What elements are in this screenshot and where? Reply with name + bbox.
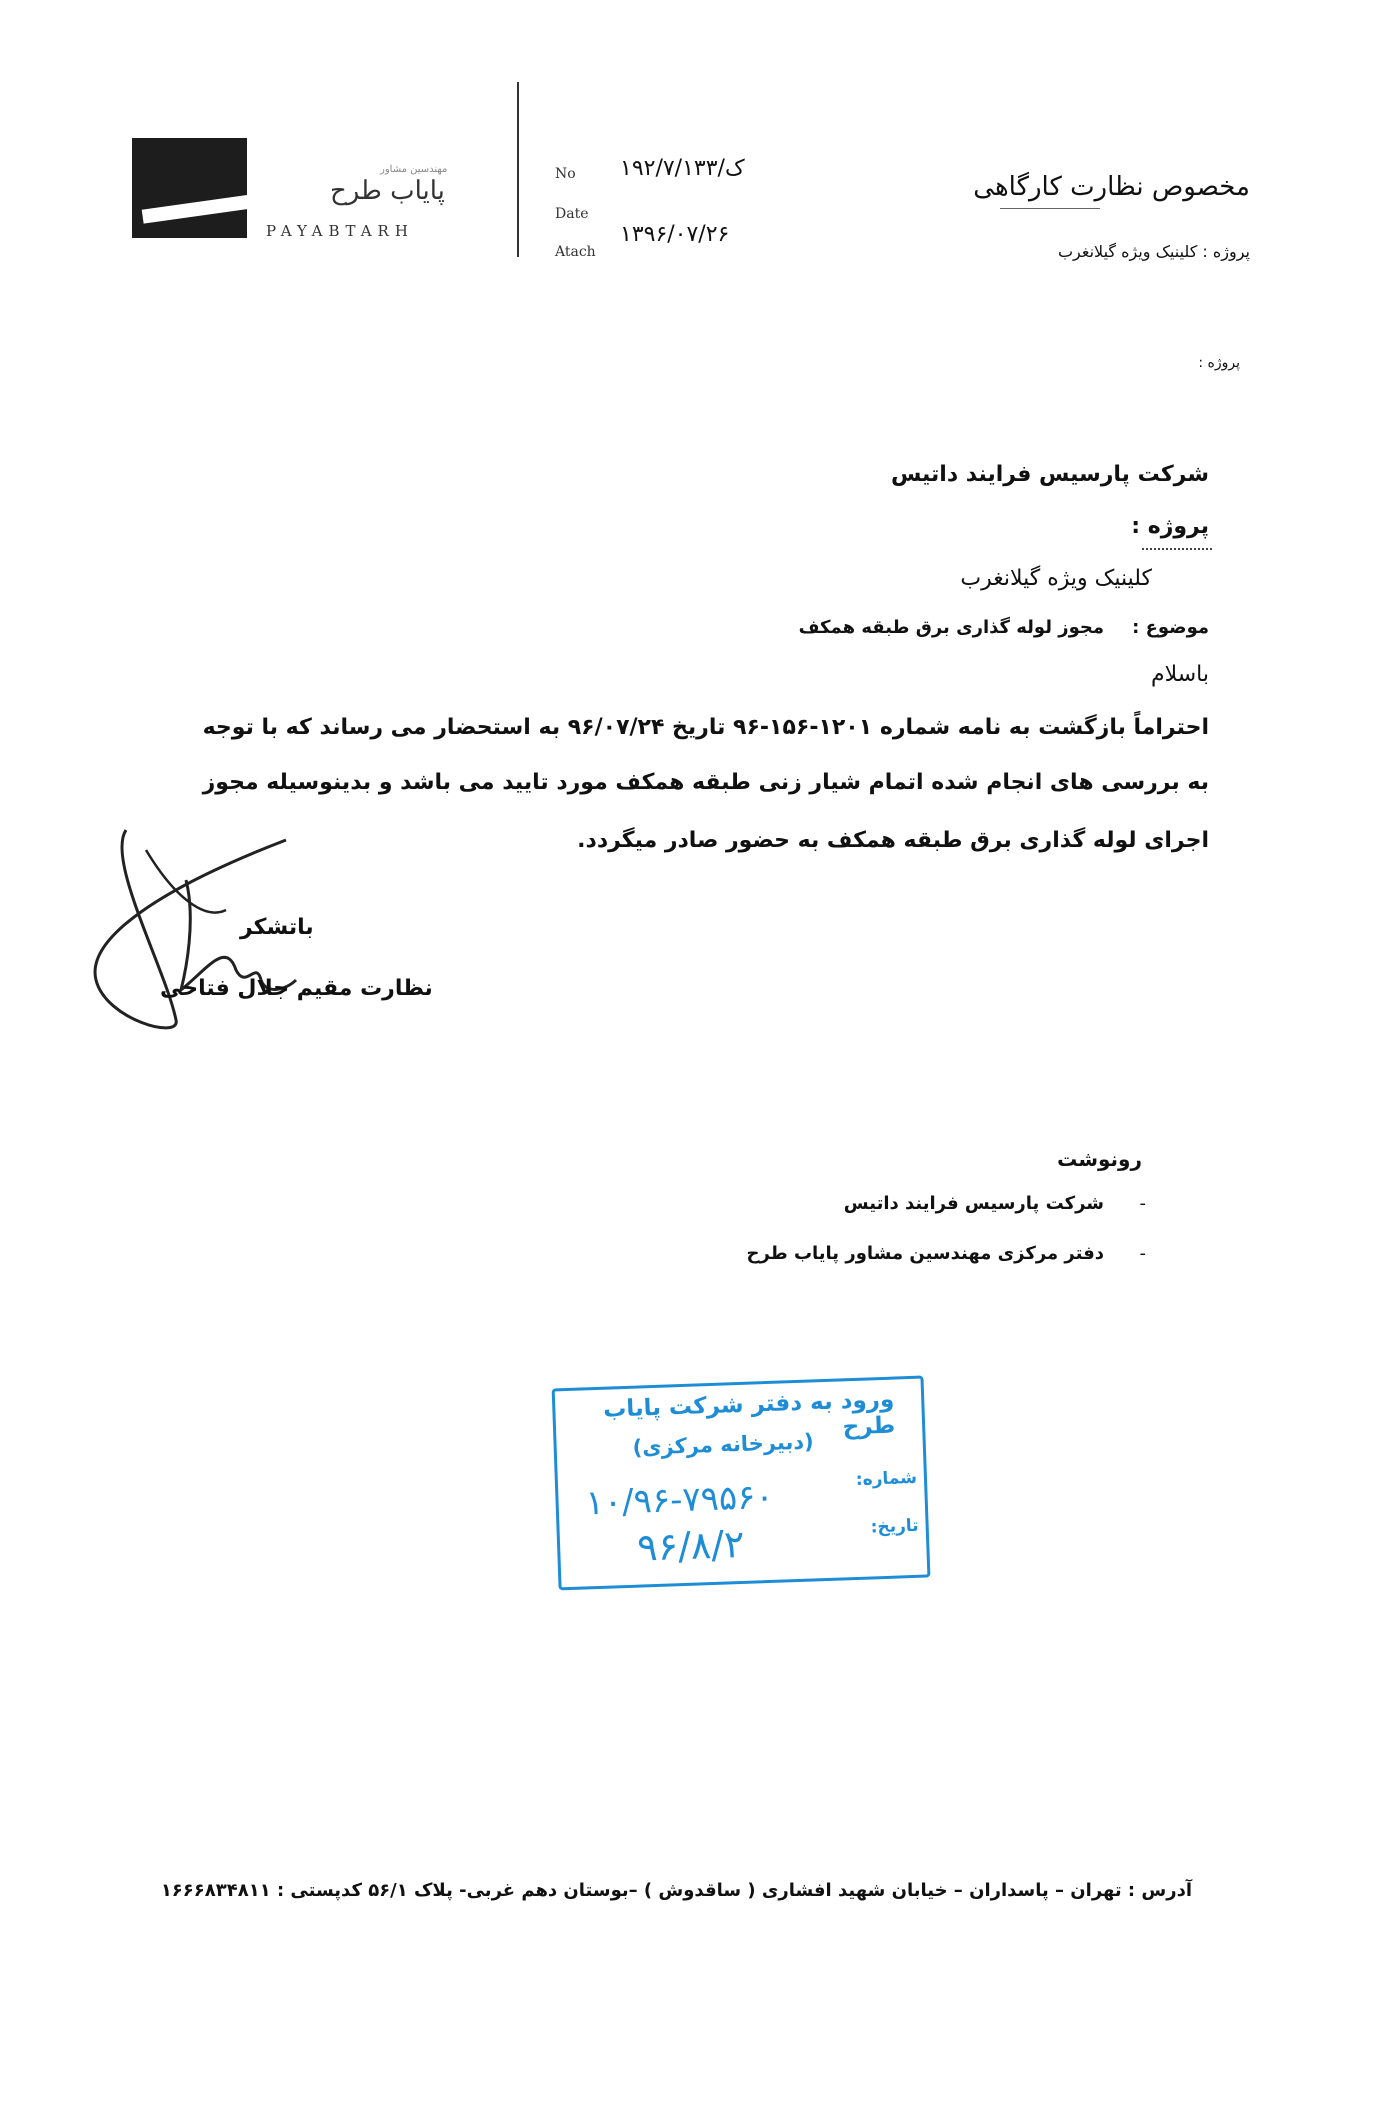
logo-persian-text: پایاب طرح (330, 176, 445, 206)
logo-small-text: مهندسین مشاور (380, 164, 448, 175)
letter-date: ۱۳۹۶/۰۷/۲۶ (620, 222, 730, 247)
cc-item: شرکت پارسیس فرایند داتیس (843, 1193, 1104, 1214)
stamp-date: ۹۶/۸/۲ (636, 1521, 746, 1570)
cc-title: رونوشت (1057, 1147, 1142, 1171)
paragraph-line: به بررسی های انجام شده اتمام شیار زنی طبقه همکف مورد تایید می باشد و بدینوسیله مجوز (202, 770, 1209, 795)
logo-mark (132, 138, 247, 238)
subject-label: موضوع : (1132, 617, 1209, 638)
paragraph-line: احتراماً بازگشت به نامه شماره ۱۲۰۱-۱۵۶-۹۶ تاریخ ۹۶/۰۷/۲۴ به استحضار می رساند که با توجه (202, 715, 1209, 740)
meta-label-date: Date (555, 206, 589, 222)
supervisor-name: نظارت مقیم جلال فتاحی (160, 976, 433, 1001)
stamp-subtitle: (دبیرخانه مرکزی) (632, 1429, 815, 1460)
header-divider (517, 82, 519, 257)
cc-dash: - (1139, 1193, 1146, 1214)
greeting: باسلام (1150, 662, 1209, 687)
header-project-line: پروژه : کلینیک ویژه گیلانغرب (1057, 242, 1250, 261)
project-name: کلینیک ویژه گیلانغرب (960, 566, 1152, 591)
cc-dash: - (1139, 1243, 1146, 1264)
stamp-number: ۱۰/۹۶-۷۹۵۶۰ (584, 1476, 775, 1524)
project-label-small: پروژه : (1198, 355, 1240, 371)
thanks-text: باتشکر (240, 915, 314, 940)
subject-text: مجوز لوله گذاری برق طبقه همکف (798, 617, 1104, 638)
stamp-date-label: تاریخ: (870, 1515, 919, 1538)
stamp-title: ورود به دفتر شرکت پایاب طرح (602, 1386, 896, 1441)
stamp-number-label: شماره: (855, 1467, 918, 1490)
letter-number: ۱۹۲/۷/ک/۱۳۳ (620, 156, 745, 181)
cc-item: دفتر مرکزی مهندسین مشاور پایاب طرح (746, 1243, 1104, 1264)
project-label: پروژه : (1131, 514, 1209, 539)
receipt-stamp (552, 1376, 929, 1589)
logo-english-text: PAYABTARH (266, 222, 414, 240)
company-title: مخصوص نظارت کارگاهی (973, 172, 1250, 202)
recipient: شرکت پارسیس فرایند داتیس (890, 462, 1209, 487)
meta-label-attach: Atach (555, 244, 596, 260)
footer-address: آدرس : تهران – پاسداران – خیابان شهید افشاری ( ساقدوش ) –بوستان دهم غربی- پلاک ۵۶/۱ کدپستی : ۱۶۶۶۸۳۴۸۱۱ (160, 1880, 1192, 1901)
title-underline (1000, 208, 1100, 209)
paragraph-line: اجرای لوله گذاری برق طبقه همکف به حضور صادر میگردد. (577, 828, 1209, 853)
meta-label-no: No (555, 166, 576, 182)
dotted-underline (1142, 548, 1212, 550)
